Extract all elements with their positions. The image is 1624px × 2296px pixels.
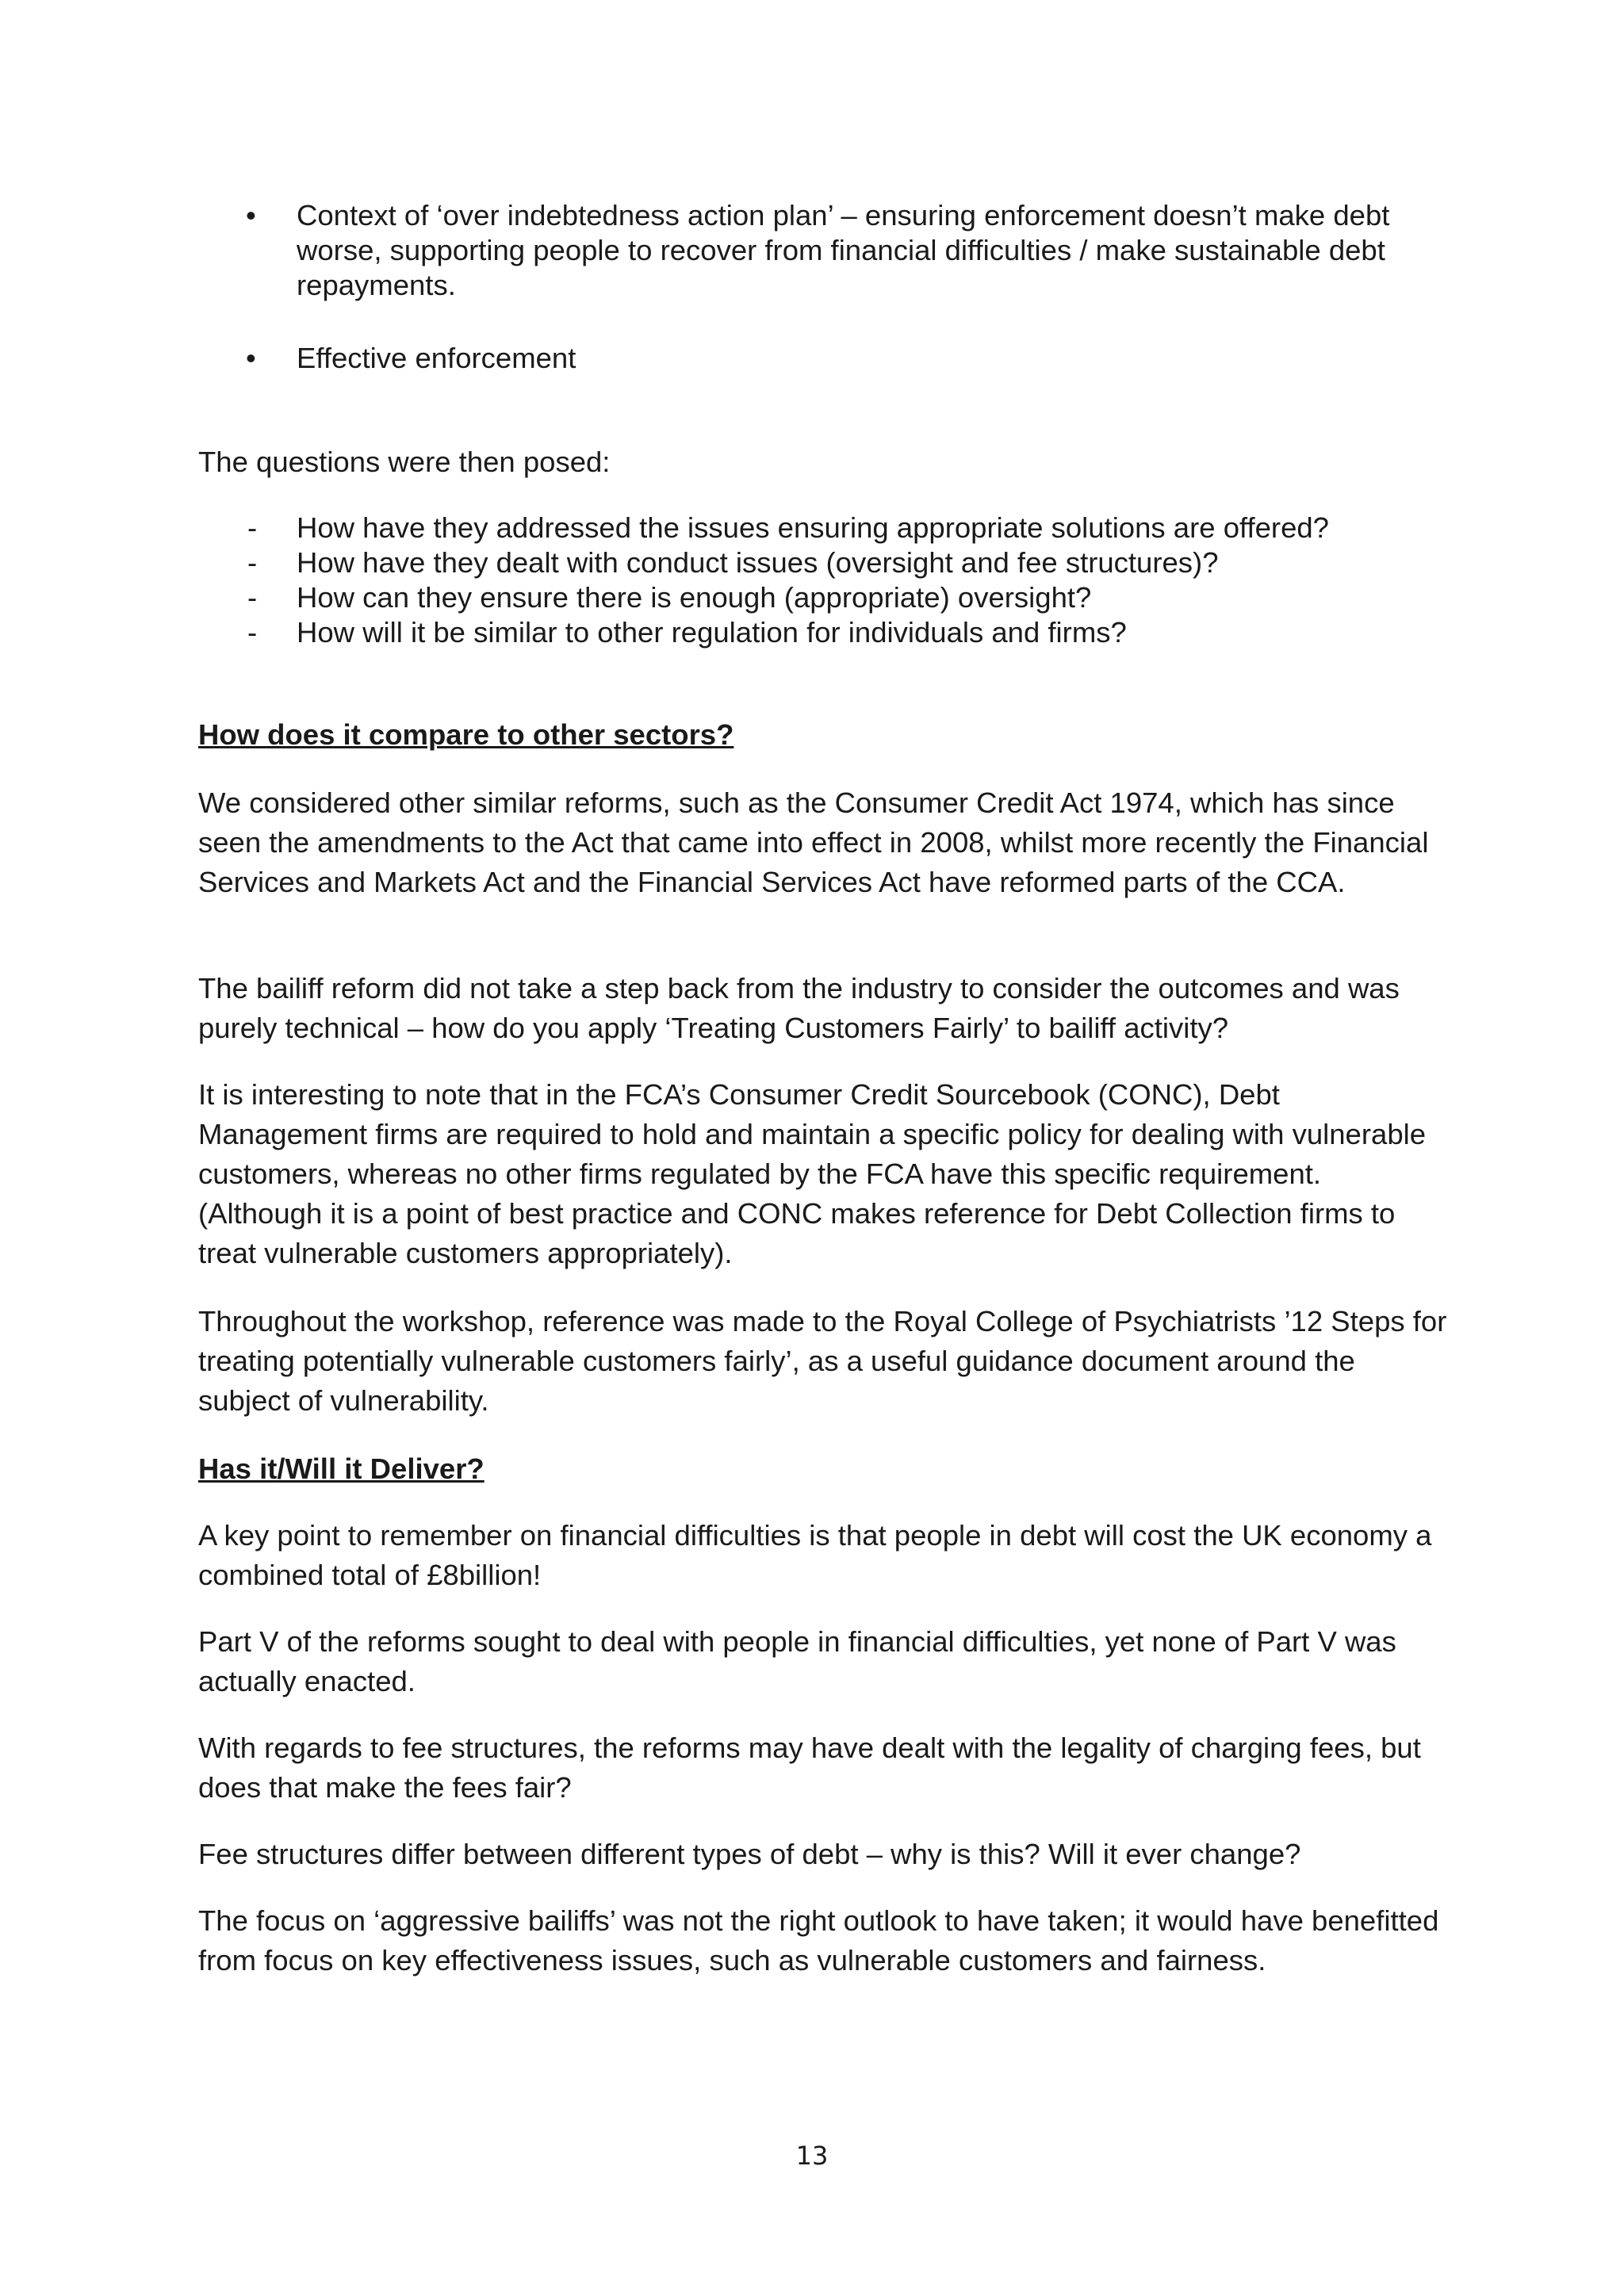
paragraph: It is interesting to note that in the FCA’s Consumer Credit Sourcebook (CONC), Debt Management firms are required to hold and maintain a specific policy for dealing with vulnerable customers, whereas no other firms regulated by the FCA have this specific requirement. (Although it is a point of best practice and CONC makes reference for Debt Collection firms to treat vulnerable customers appropriately). xyxy=(198,1078,1427,1269)
dash-marker: - xyxy=(247,616,258,649)
paragraph: Throughout the workshop, reference was made to the Royal College of Psychiatrists ’12 Steps for treating potentially vulnerable customers fairly’, as a useful guidance document around the subject of vulnerability. xyxy=(198,1305,1447,1417)
dash-marker: - xyxy=(247,546,258,579)
question-text: How have they dealt with conduct issues (oversight and fee structures)? xyxy=(297,546,1219,579)
bullet-text: Effective enforcement xyxy=(297,342,576,374)
questions-intro: The questions were then posed: xyxy=(198,446,611,478)
paragraph: The focus on ‘aggressive bailiffs’ was not the right outlook to have taken; it would have benefitted from focus on key effectiveness issues, such as vulnerable customers and fairness. xyxy=(198,1904,1439,1976)
paragraph: We considered other similar reforms, such as the Consumer Credit Act 1974, which has since seen the amendments to the Act that came into effect in 2008, whilst more recently the Financial Services and Markets Act and the Financial Services Act have reformed parts of the CCA. xyxy=(198,786,1429,898)
section-heading: Has it/Will it Deliver? xyxy=(198,1452,485,1485)
question-text: How can they ensure there is enough (appropriate) oversight? xyxy=(297,581,1092,614)
paragraph: With regards to fee structures, the reforms may have dealt with the legality of charging fees, but does that make the fees fair? xyxy=(198,1732,1421,1804)
dash-marker: - xyxy=(247,511,258,544)
question-text: How have they addressed the issues ensuring appropriate solutions are offered? xyxy=(297,511,1329,544)
paragraph: Fee structures differ between different types of debt – why is this? Will it ever change? xyxy=(198,1838,1301,1870)
bullet-text: Context of ‘over indebtedness action plan’ – ensuring enforcement doesn’t make debt worse, supporting people to recover from financial difficulties / make sustainable debt repayments. xyxy=(297,199,1390,301)
paragraph: A key point to remember on financial difficulties is that people in debt will cost the UK economy a combined total of £8billion! xyxy=(198,1519,1432,1591)
bullet-marker: • xyxy=(246,199,256,232)
paragraph: The bailiff reform did not take a step back from the industry to consider the outcomes and was purely technical – how do you apply ‘Treating Customers Fairly’ to bailiff activity? xyxy=(198,972,1400,1044)
paragraph: Part V of the reforms sought to deal with people in financial difficulties, yet none of Part V was actually enacted. xyxy=(198,1625,1396,1697)
question-text: How will it be similar to other regulation for individuals and firms? xyxy=(297,616,1127,649)
bullet-marker: • xyxy=(246,342,256,374)
page-number: 13 xyxy=(795,2141,829,2171)
dash-marker: - xyxy=(247,581,258,614)
section-heading: How does it compare to other sectors? xyxy=(198,718,734,751)
